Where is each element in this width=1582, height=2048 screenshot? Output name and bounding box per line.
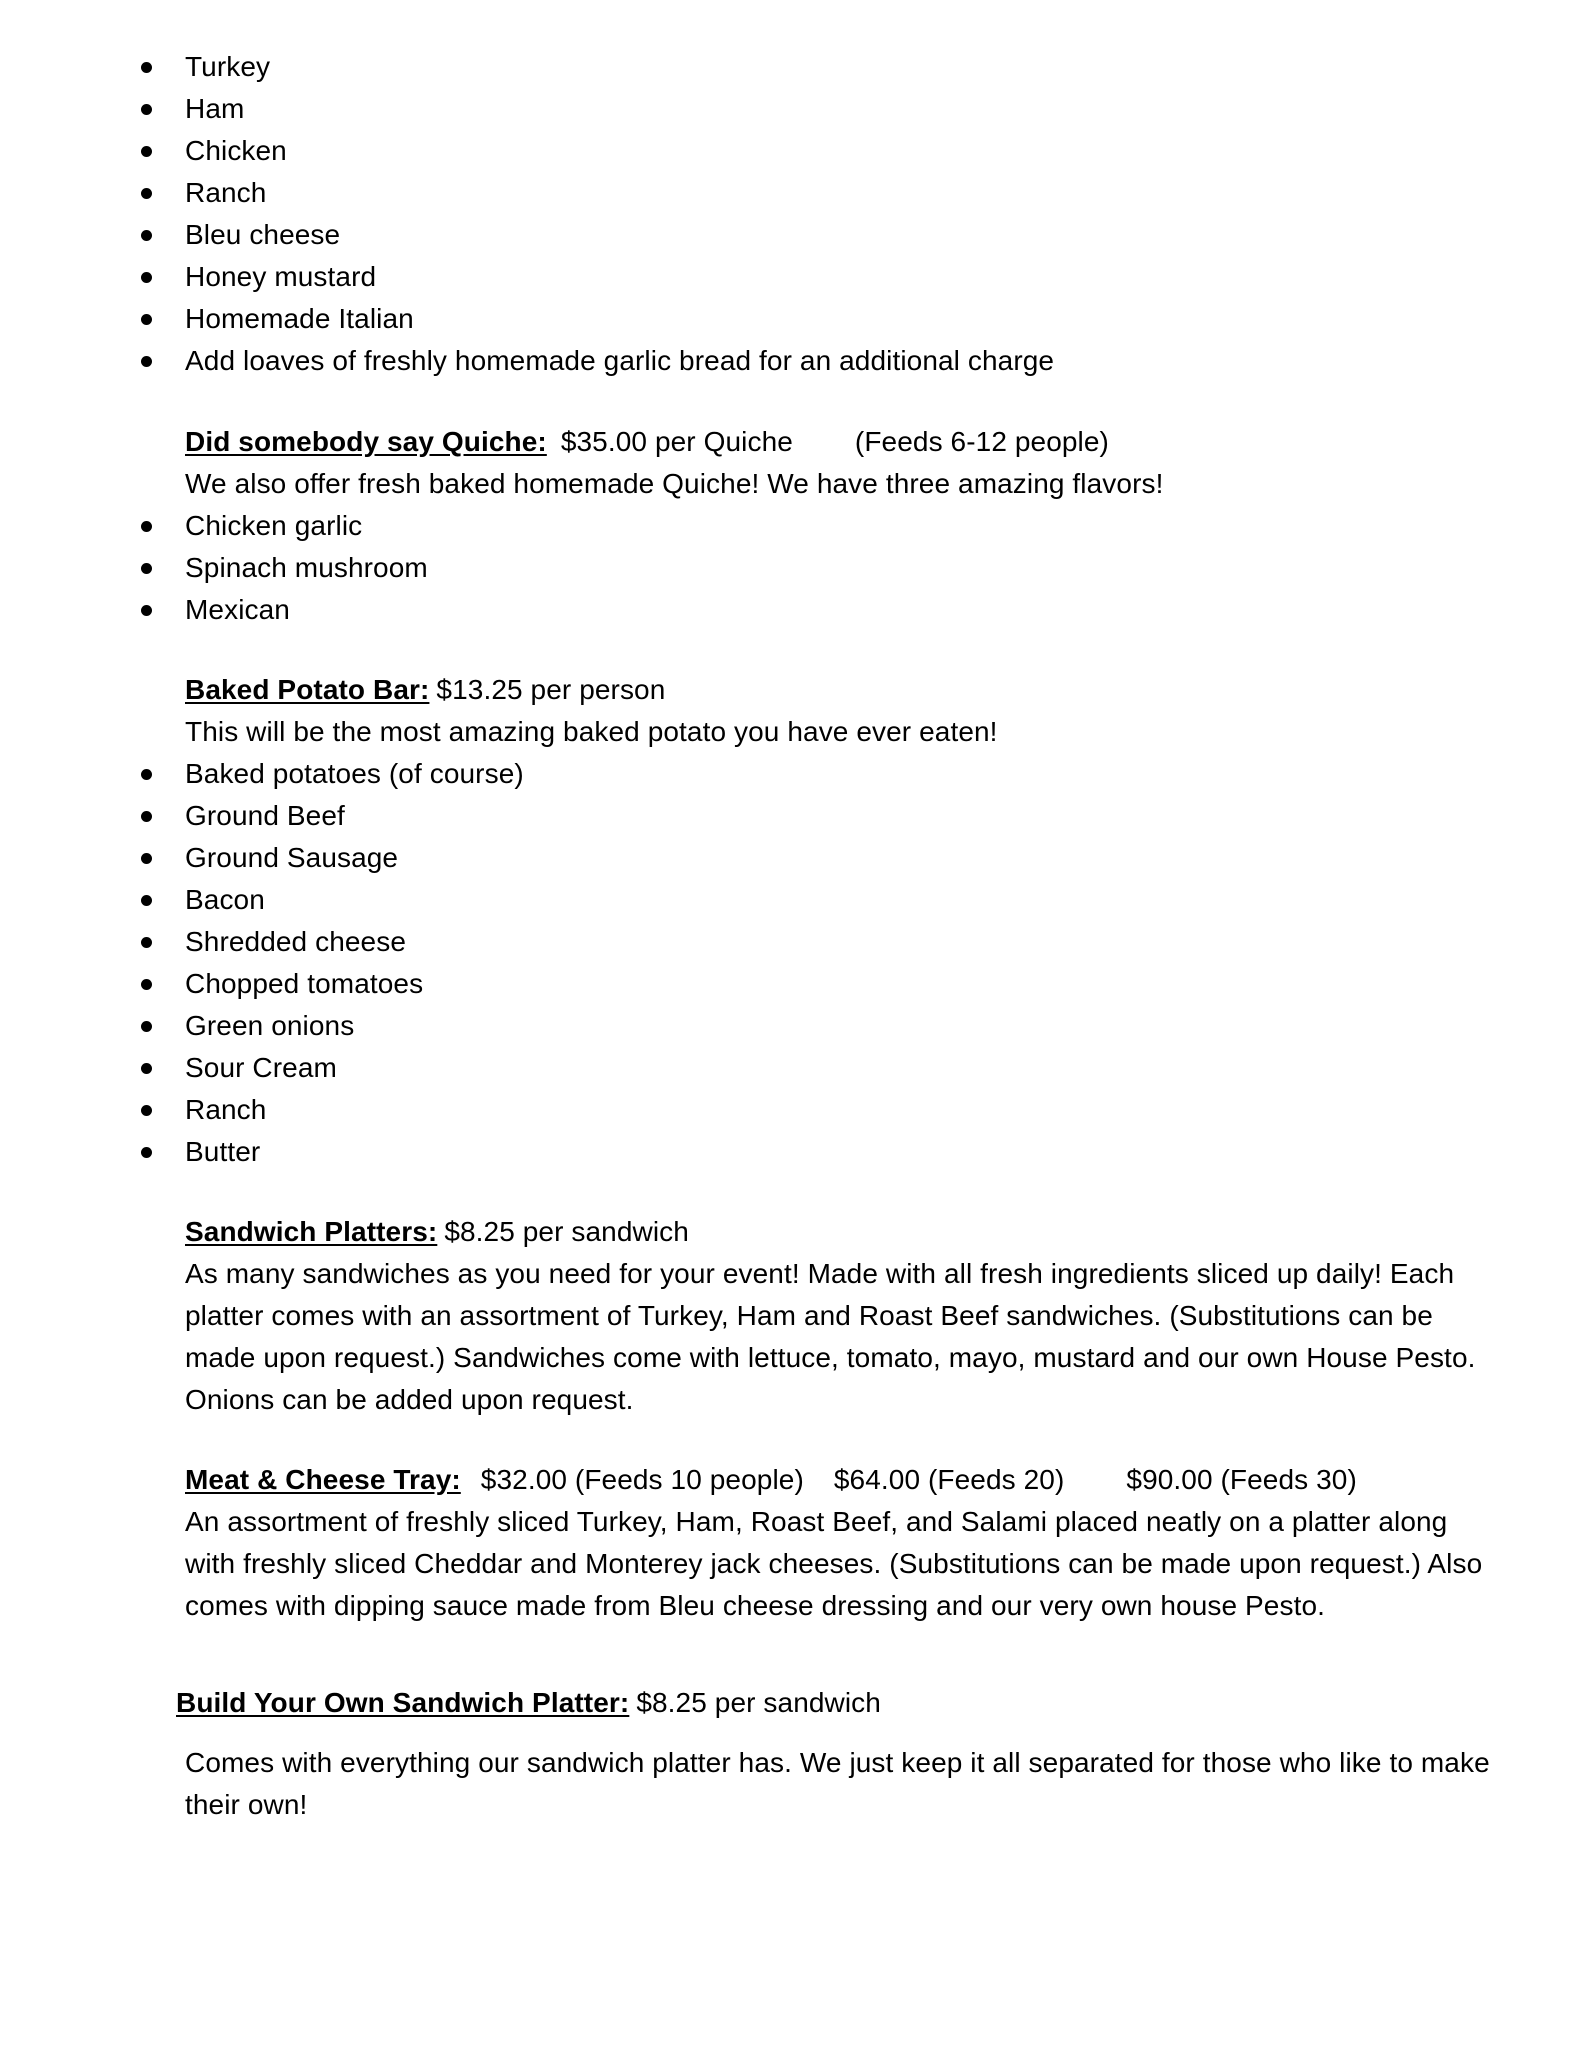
list-item: Butter — [0, 1131, 1582, 1173]
list-item: Honey mustard — [0, 256, 1582, 298]
list-item: Ground Beef — [0, 795, 1582, 837]
list-item: Ranch — [0, 172, 1582, 214]
potato-bar-list — [0, 753, 1582, 1173]
meat-cheese-description: An assortment of freshly sliced Turkey, Ham, Roast Beef, and Salami placed neatly on a platter along with freshly sliced Cheddar and Monterey jack cheeses. (Substitutions can be made upon request.) Also comes with dipping sauce made from Bleu cheese dressing and our very own house Pesto. — [185, 1506, 1483, 1621]
build-own-section — [0, 1742, 1582, 1826]
topping-list — [0, 46, 1582, 382]
quiche-flavor-list — [0, 505, 1582, 631]
list-item: Shredded cheese — [0, 921, 1582, 963]
meat-cheese-price-small: $32.00 (Feeds 10 people) — [480, 1464, 804, 1495]
quiche-section — [0, 421, 1582, 505]
list-item: Ground Sausage — [0, 837, 1582, 879]
list-item: Add loaves of freshly homemade garlic bread for an additional charge — [0, 340, 1582, 382]
list-item: Ranch — [0, 1089, 1582, 1131]
build-own-heading-row — [0, 1682, 1582, 1724]
list-item: Homemade Italian — [0, 298, 1582, 340]
list-item: Ham — [0, 88, 1582, 130]
list-item: Mexican — [0, 589, 1582, 631]
meat-cheese-section — [0, 1459, 1582, 1627]
list-item: Sour Cream — [0, 1047, 1582, 1089]
quiche-description: We also offer fresh baked homemade Quiche! We have three amazing flavors! — [185, 468, 1164, 499]
quiche-heading — [185, 421, 1492, 463]
list-item: Turkey — [0, 46, 1582, 88]
sandwich-platters-price: $8.25 per sandwich — [444, 1216, 689, 1247]
meat-cheese-price-medium: $64.00 (Feeds 20) — [833, 1464, 1065, 1495]
list-item: Green onions — [0, 1005, 1582, 1047]
sandwich-platters-label: Sandwich Platters: — [185, 1216, 438, 1247]
potato-bar-section — [0, 669, 1582, 753]
list-item: Chicken — [0, 130, 1582, 172]
potato-bar-price: $13.25 per person — [436, 674, 666, 705]
meat-cheese-label: Meat & Cheese Tray: — [185, 1464, 461, 1495]
sandwich-platters-description: As many sandwiches as you need for your event! Made with all fresh ingredients sliced up daily! Each platter comes with an assortment of Turkey, Ham and Roast Beef sandwiches. (Substitutions can be made upon request.) Sandwiches come with lettuce, tomato, mayo, mustard and our own House Pesto. Onions can be added upon request. — [185, 1258, 1476, 1415]
build-own-heading — [176, 1682, 1492, 1724]
sandwich-platters-section — [0, 1211, 1582, 1421]
sandwich-platters-heading — [185, 1211, 1492, 1253]
list-item: Baked potatoes (of course) — [0, 753, 1582, 795]
list-item: Chopped tomatoes — [0, 963, 1582, 1005]
list-item: Bacon — [0, 879, 1582, 921]
potato-bar-label: Baked Potato Bar: — [185, 674, 430, 705]
list-item: Bleu cheese — [0, 214, 1582, 256]
quiche-feeds: (Feeds 6-12 people) — [854, 426, 1109, 457]
build-own-label: Build Your Own Sandwich Platter: — [176, 1687, 630, 1718]
meat-cheese-heading — [185, 1459, 1492, 1501]
meat-cheese-price-large: $90.00 (Feeds 30) — [1126, 1464, 1357, 1495]
quiche-label: Did somebody say Quiche: — [185, 426, 547, 457]
quiche-price: $35.00 per Quiche — [560, 426, 793, 457]
build-own-description: Comes with everything our sandwich platter has. We just keep it all separated for those who like to make their own! — [185, 1747, 1490, 1820]
potato-bar-heading — [185, 669, 1492, 711]
list-item: Spinach mushroom — [0, 547, 1582, 589]
list-item: Chicken garlic — [0, 505, 1582, 547]
build-own-price: $8.25 per sandwich — [636, 1687, 881, 1718]
potato-bar-description: This will be the most amazing baked potato you have ever eaten! — [185, 716, 998, 747]
